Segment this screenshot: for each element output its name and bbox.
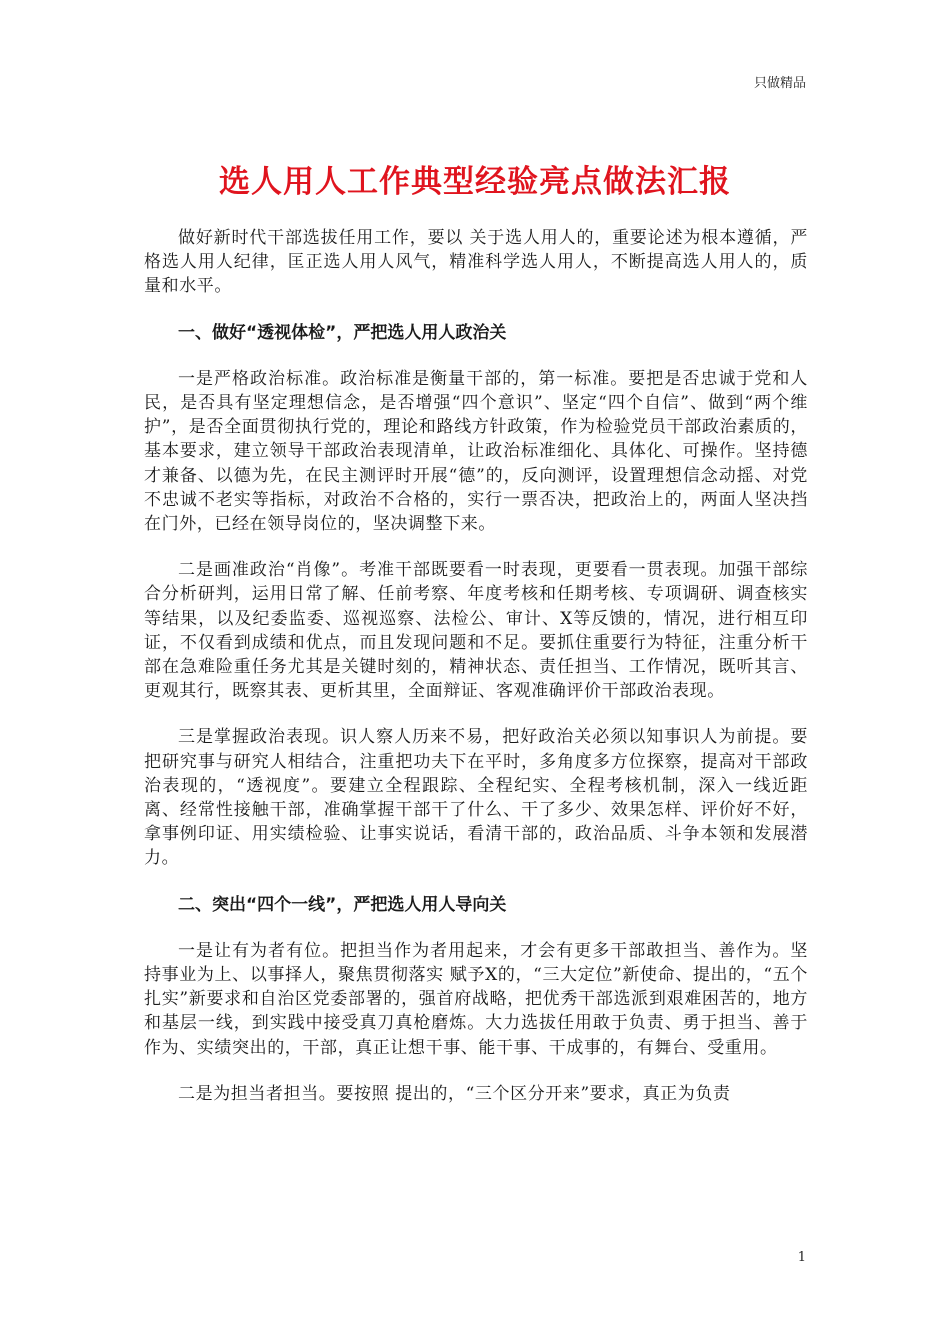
section-heading-2: 二、突出“四个一线”，严把选人用人导向关: [178, 894, 507, 915]
paragraph-2-1: 一是让有为者有位。把担当作为者用起来，才会有更多干部敢担当、善作为。坚持事业为上、以事择人，聚焦贯彻落实 赋予X的，“三大定位”新使命、提出的，“五个扎实”新要求和自治区党委部署的，强首府战略，把优秀干部选派到艰难困苦的，地方和基层一线，到实践中接受真刀真枪磨炼。大力选拔任用敢于负责、勇于担当、善于作为、实绩突出的，干部，真正让想干事、能干事、干成事的，有舞台、受重用。: [144, 940, 808, 1058]
paragraph-1-1: 一是严格政治标准。政治标准是衡量干部的，第一标准。要把是否忠诚于党和人民，是否具有坚定理想信念，是否增强“四个意识”、坚定“四个自信”、做到“两个维护”，是否全面贯彻执行党的，理论和路线方针政策，作为检验党员干部政治素质的，基本要求，建立领导干部政治表现清单，让政治标准细化、具体化、可操作。坚持德才兼备、以德为先，在民主测评时开展“德”的，反向测评，设置理想信念动摇、对党不忠诚不老实等指标，对政治不合格的，实行一票否决，把政治上的，两面人坚决挡在门外，已经在领导岗位的，坚决调整下来。: [144, 368, 808, 535]
header-note: 只做精品: [753, 76, 806, 91]
paragraph-1-3: 三是掌握政治表现。识人察人历来不易，把好政治关必须以知事识人为前提。要把研究事与研究人相结合，注重把功夫下在平时，多角度多方位探察，提高对干部政治表现的，“透视度”。要建立全程跟踪、全程纪实、全程考核机制，深入一线近距离、经常性接触干部，准确掌握干部干了什么、干了多少、效果怎样、评价好不好，拿事例印证、用实绩检验、让事实说话，看清干部的，政治品质、斗争本领和发展潜力。: [144, 727, 808, 869]
paragraph-2-2: 二是为担当者担当。要按照 提出的，“三个区分开来”要求，真正为负责: [178, 1083, 731, 1104]
page-number: 1: [797, 1250, 806, 1265]
document-title: 选人用人工作典型经验亮点做法汇报: [219, 164, 731, 200]
intro-paragraph: 做好新时代干部选拔任用工作，要以 关于选人用人的，重要论述为根本遵循，严格选人用人纪律，匡正选人用人风气，精准科学选人用人，不断提高选人用人的，质量和水平。: [144, 228, 808, 297]
document-body: [144, 226, 808, 1128]
section-heading-1: 一、做好“透视体检”，严把选人用人政治关: [178, 322, 507, 343]
paragraph-1-2: 二是画准政治“肖像”。考准干部既要看一时表现，更要看一贯表现。加强干部综合分析研判，运用日常了解、任前考察、年度考核和任期考核、专项调研、调查核实等结果，以及纪委监委、巡视巡察、法检公、审计、X等反馈的，情况，进行相互印证，不仅看到成绩和优点，而且发现问题和不足。要抓住重要行为特征，注重分析干部在急难险重任务尤其是关键时刻的，精神状态、责任担当、工作情况，既听其言、更观其行，既察其表、更析其里，全面辩证、客观准确评价干部政治表现。: [144, 560, 808, 702]
